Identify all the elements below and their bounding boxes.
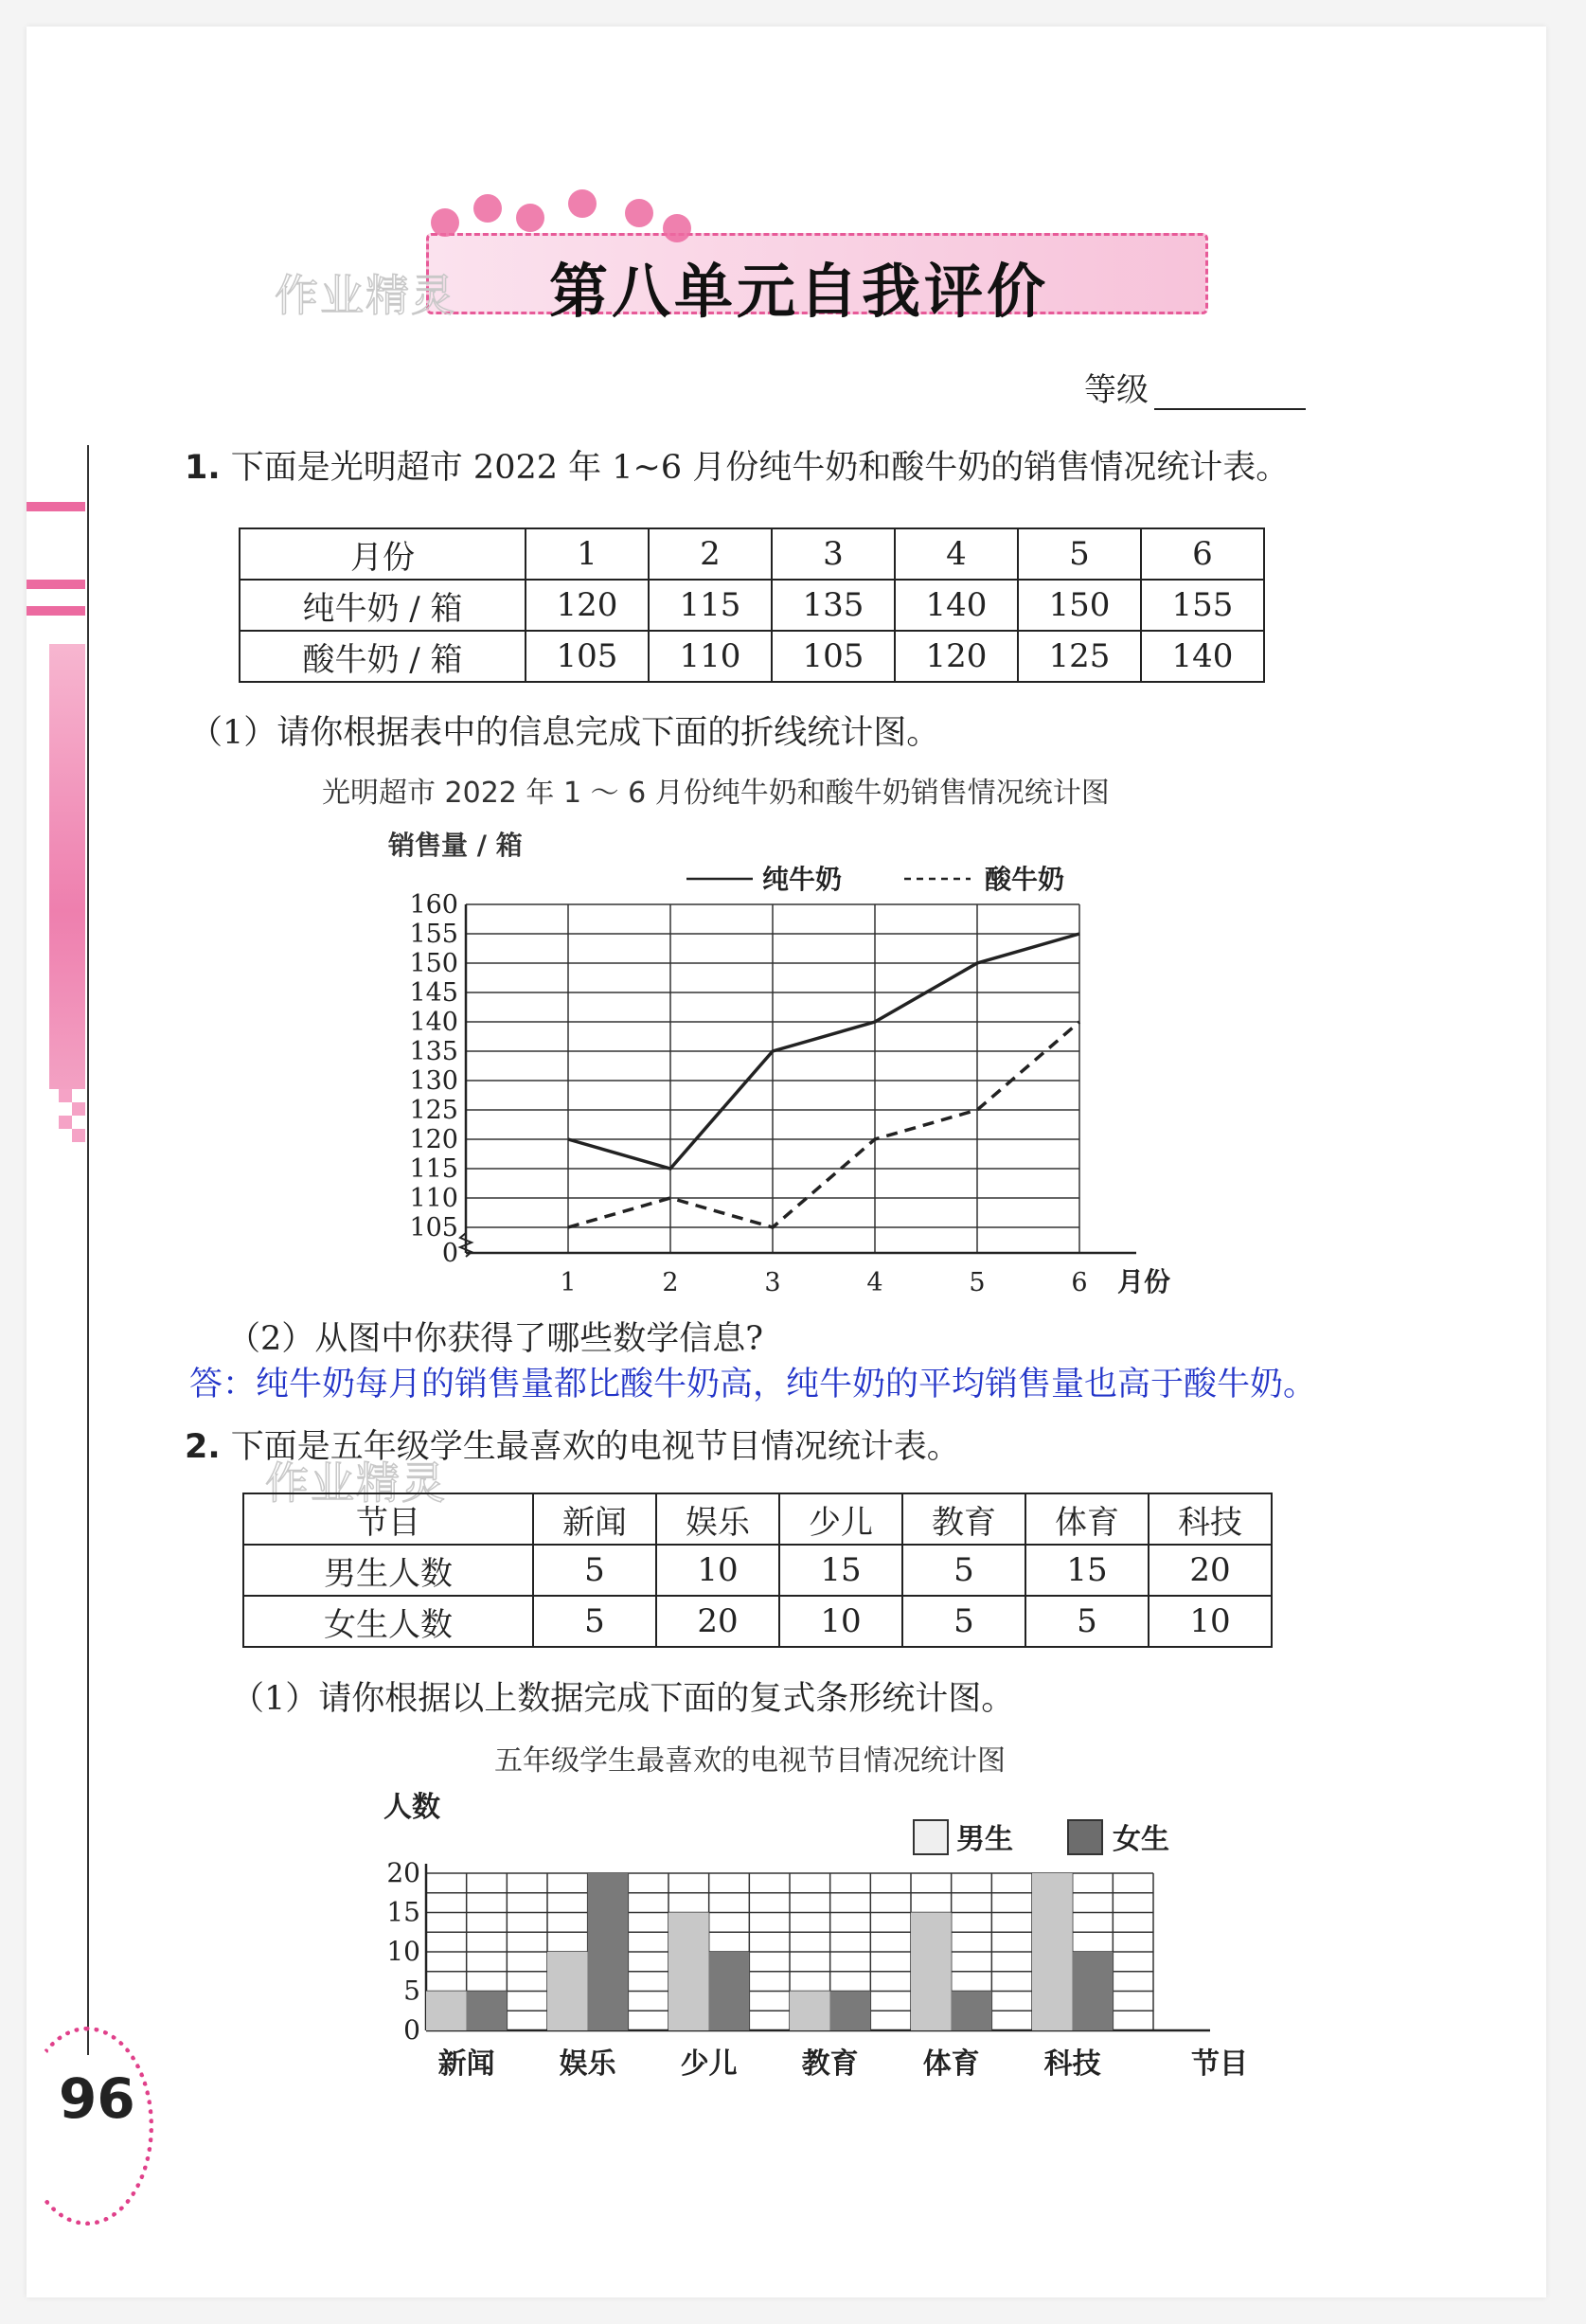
- x-tick-label: 5: [969, 1268, 986, 1297]
- q1-sub2: （2）从图中你获得了哪些数学信息?: [227, 1320, 764, 1358]
- bar-boys: [547, 1952, 588, 2030]
- table-cell: 体育: [1025, 1493, 1149, 1545]
- decor-square: [72, 1102, 85, 1116]
- table-cell: 15: [779, 1545, 902, 1596]
- table-cell: 5: [902, 1545, 1025, 1596]
- table-header-row: [240, 528, 1264, 580]
- table-cell: 5: [1025, 1596, 1149, 1647]
- decor-square: [59, 1116, 72, 1129]
- flower-decoration: [431, 208, 459, 237]
- watermark: 作业精灵: [275, 270, 456, 321]
- x-tick-label: 体育: [922, 2047, 980, 2081]
- table-cell: 新闻: [533, 1493, 656, 1545]
- grade-field: [1084, 364, 1306, 410]
- table-cell: 5: [533, 1596, 656, 1647]
- legend-label: 酸牛奶: [985, 864, 1065, 895]
- question-number: 1.: [185, 449, 221, 487]
- decor-stripe: [27, 580, 85, 589]
- page-title: 第八单元自我评价: [549, 257, 1050, 326]
- table-cell: 20: [656, 1596, 779, 1647]
- question-text: 下面是五年级学生最喜欢的电视节目情况统计表。: [230, 1428, 960, 1466]
- decor-stripe: [27, 502, 85, 511]
- table-cell: 125: [1018, 631, 1141, 682]
- y-tick-label: 5: [403, 1975, 420, 2007]
- x-axis-label: 节目: [1191, 2047, 1248, 2081]
- bar-girls: [467, 1992, 508, 2031]
- bar-chart: [360, 1780, 1269, 2083]
- table-cell: 男生人数: [243, 1545, 533, 1596]
- series-line-yogurt: [568, 1022, 1079, 1227]
- table-row: [243, 1596, 1272, 1647]
- table-cell: 120: [895, 631, 1018, 682]
- bar-girls: [709, 1952, 750, 2030]
- table-cell: 115: [649, 580, 772, 631]
- table-cell: 少儿: [779, 1493, 902, 1545]
- bar-boys: [1032, 1873, 1073, 2030]
- bar-girls: [588, 1873, 629, 2030]
- bar-girls: [1073, 1952, 1114, 2030]
- tv-program-table: [242, 1493, 1273, 1648]
- q2-sub1: （1）请你根据以上数据完成下面的复式条形统计图。: [231, 1680, 1015, 1718]
- flower-decoration: [473, 194, 502, 223]
- table-cell: 科技: [1149, 1493, 1272, 1545]
- table-cell: 110: [649, 631, 772, 682]
- x-tick-label: 6: [1071, 1268, 1088, 1297]
- y-tick-label: 0: [441, 1239, 458, 1268]
- table-cell: 155: [1141, 580, 1264, 631]
- legend-label: 男生: [956, 1823, 1013, 1856]
- table-cell: 酸牛奶 / 箱: [240, 631, 526, 682]
- table-row: [240, 631, 1264, 682]
- grade-blank[interactable]: [1154, 380, 1306, 410]
- decor-pink-bar: [49, 644, 85, 1089]
- table-cell: 3: [772, 528, 895, 580]
- x-tick-label: 娱乐: [559, 2047, 616, 2081]
- y-tick-label: 135: [409, 1037, 458, 1066]
- table-cell: 2: [649, 528, 772, 580]
- line-chart: [360, 814, 1231, 1307]
- x-axis-label: 月份: [1117, 1266, 1171, 1297]
- milk-sales-table: [239, 527, 1265, 683]
- table-row: [240, 580, 1264, 631]
- x-tick-label: 教育: [801, 2047, 859, 2081]
- flower-decoration: [516, 204, 544, 232]
- q1-sub1: （1）请你根据表中的信息完成下面的折线统计图。: [189, 714, 940, 752]
- legend-swatch-boys: [914, 1820, 948, 1854]
- y-tick-label: 115: [409, 1154, 458, 1184]
- table-cell: 5: [902, 1596, 1025, 1647]
- table-cell: 教育: [902, 1493, 1025, 1545]
- watermark: 作业精灵: [265, 1457, 447, 1509]
- table-cell: 6: [1141, 528, 1264, 580]
- flower-decoration: [568, 189, 597, 218]
- decor-square: [72, 1129, 85, 1142]
- table-cell: 150: [1018, 580, 1141, 631]
- table-cell: 5: [1018, 528, 1141, 580]
- y-tick-label: 105: [409, 1213, 458, 1242]
- table-cell: 10: [779, 1596, 902, 1647]
- x-tick-label: 4: [866, 1268, 883, 1297]
- table-cell: 15: [1025, 1545, 1149, 1596]
- legend-label: 女生: [1113, 1823, 1169, 1856]
- bar-chart-title: 五年级学生最喜欢的电视节目情况统计图: [494, 1744, 1006, 1778]
- legend-label: 纯牛奶: [762, 864, 843, 895]
- table-cell: 4: [895, 528, 1018, 580]
- y-tick-label: 120: [409, 1125, 458, 1154]
- flower-decoration: [625, 199, 653, 227]
- y-tick-label: 150: [409, 949, 458, 978]
- legend-swatch-girls: [1068, 1820, 1102, 1854]
- table-cell: 节目: [243, 1493, 533, 1545]
- grade-label: 等级: [1084, 371, 1149, 409]
- bar-girls: [952, 1992, 992, 2031]
- table-cell: 135: [772, 580, 895, 631]
- line-chart-title: 光明超市 2022 年 1 ～ 6 月份纯牛奶和酸牛奶销售情况统计图: [322, 777, 1110, 810]
- question-number: 2.: [185, 1428, 221, 1466]
- table-cell: 140: [1141, 631, 1264, 682]
- table-cell: 10: [1149, 1596, 1272, 1647]
- bar-boys: [790, 1992, 830, 2031]
- flower-decoration: [663, 214, 691, 242]
- table-cell: 1: [526, 528, 649, 580]
- y-tick-label: 10: [386, 1936, 420, 1967]
- table-cell: 105: [772, 631, 895, 682]
- table-cell: 女生人数: [243, 1596, 533, 1647]
- x-tick-label: 少儿: [680, 2047, 738, 2081]
- page-number: 96: [59, 2066, 135, 2131]
- x-tick-label: 3: [764, 1268, 781, 1297]
- y-tick-label: 140: [409, 1008, 458, 1037]
- question-text: 下面是光明超市 2022 年 1~6 月份纯牛奶和酸牛奶的销售情况统计表。: [230, 449, 1290, 487]
- table-cell: 10: [656, 1545, 779, 1596]
- y-tick-label: 155: [409, 920, 458, 949]
- y-axis-label: 人数: [383, 1791, 440, 1824]
- q1-answer: 答：纯牛奶每月的销售量都比酸牛奶高，纯牛奶的平均销售量也高于酸牛奶。: [189, 1366, 1317, 1403]
- x-tick-label: 1: [560, 1268, 577, 1297]
- table-header-row: [243, 1493, 1272, 1545]
- table-cell: 5: [533, 1545, 656, 1596]
- decor-stripe: [27, 606, 85, 616]
- table-cell: 20: [1149, 1545, 1272, 1596]
- margin-line: [87, 445, 89, 2055]
- decor-square: [59, 1089, 72, 1102]
- bar-girls: [830, 1992, 871, 2031]
- y-tick-label: 145: [409, 978, 458, 1008]
- table-cell: 105: [526, 631, 649, 682]
- x-tick-label: 2: [662, 1268, 679, 1297]
- y-tick-label: 160: [409, 890, 458, 920]
- y-tick-label: 130: [409, 1066, 458, 1096]
- x-tick-label: 新闻: [437, 2047, 495, 2081]
- table-cell: 纯牛奶 / 箱: [240, 580, 526, 631]
- bar-boys: [911, 1913, 952, 2031]
- y-tick-label: 0: [403, 2014, 420, 2046]
- table-cell: 娱乐: [656, 1493, 779, 1545]
- y-tick-label: 20: [386, 1857, 420, 1888]
- bar-boys: [426, 1992, 467, 2031]
- y-tick-label: 15: [386, 1896, 420, 1928]
- x-tick-label: 科技: [1043, 2047, 1101, 2081]
- table-row: [243, 1545, 1272, 1596]
- table-cell: 140: [895, 580, 1018, 631]
- table-cell: 月份: [240, 528, 526, 580]
- y-tick-label: 125: [409, 1096, 458, 1125]
- y-tick-label: 110: [409, 1184, 458, 1213]
- bar-boys: [668, 1913, 709, 2031]
- y-axis-label: 销售量 / 箱: [388, 830, 523, 861]
- question-1: [185, 441, 1289, 489]
- table-cell: 120: [526, 580, 649, 631]
